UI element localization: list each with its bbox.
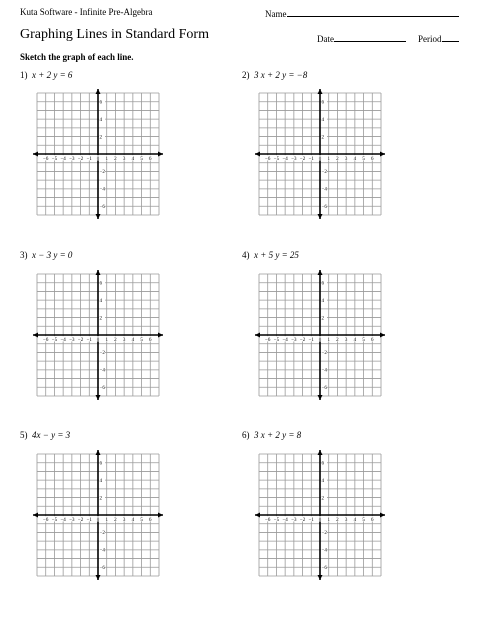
x-axis-arrow-left <box>255 152 260 157</box>
x-axis-arrow-right <box>158 333 163 338</box>
y-tick-label: −4 <box>321 548 327 554</box>
y-tick-label: 2 <box>99 496 102 502</box>
coordinate-grid-2[interactable] <box>255 89 385 224</box>
y-tick-label: 6 <box>321 461 324 467</box>
y-tick-label: −2 <box>99 170 105 176</box>
x-tick-label: −4 <box>60 337 66 343</box>
problem-number: 1) <box>20 70 28 80</box>
y-tick-label: −4 <box>99 368 105 374</box>
x-tick-label: 3 <box>122 517 126 523</box>
x-axis-arrow-right <box>380 152 385 157</box>
y-tick-label: 6 <box>321 281 324 287</box>
y-tick-label: −6 <box>99 566 105 572</box>
y-axis-arrow-down <box>318 395 323 400</box>
x-tick-label: −2 <box>299 156 306 162</box>
x-tick-label: 3 <box>344 156 348 162</box>
x-tick-label: 6 <box>149 517 152 523</box>
page-title: Graphing Lines in Standard Form <box>20 27 209 42</box>
x-tick-label: 6 <box>371 337 374 343</box>
y-tick-label: −6 <box>99 205 105 211</box>
y-tick-label: −6 <box>321 386 327 392</box>
y-tick-label: −2 <box>321 170 327 176</box>
x-tick-label: −5 <box>273 337 280 343</box>
x-tick-label: −4 <box>60 517 66 523</box>
x-tick-label: 5 <box>362 517 365 523</box>
x-tick-label: −3 <box>69 156 75 162</box>
y-tick-label: −6 <box>99 386 105 392</box>
x-tick-label: 1 <box>105 156 108 162</box>
x-tick-label: −2 <box>77 517 84 523</box>
x-tick-label: 2 <box>336 156 339 162</box>
x-tick-label: 0 <box>318 517 322 523</box>
x-axis-arrow-right <box>380 333 385 338</box>
x-tick-label: 4 <box>131 517 135 523</box>
date-blank[interactable] <box>334 32 406 42</box>
problem-number: 2) <box>242 70 250 80</box>
problem-number: 5) <box>20 430 28 440</box>
problem-1-label <box>20 70 72 80</box>
problem-5-label <box>20 430 70 440</box>
source-label: Kuta Software - Infinite Pre-Algebra <box>20 7 153 17</box>
x-tick-label: −6 <box>43 517 49 523</box>
y-axis-arrow-down <box>318 214 323 219</box>
x-tick-label: −3 <box>69 517 75 523</box>
name-blank[interactable] <box>287 7 459 17</box>
x-tick-label: 1 <box>105 517 108 523</box>
problem-number: 6) <box>242 430 250 440</box>
y-tick-label: −2 <box>321 351 327 357</box>
y-tick-label: 2 <box>321 316 324 322</box>
y-tick-label: −2 <box>321 531 327 537</box>
x-tick-label: 2 <box>336 337 339 343</box>
period-field[interactable] <box>418 32 459 44</box>
x-tick-label: −2 <box>299 337 306 343</box>
period-label: Period <box>418 34 442 44</box>
x-tick-label: −4 <box>60 156 66 162</box>
x-axis-arrow-left <box>33 333 38 338</box>
problem-equation: x − 3 y = 0 <box>32 250 73 260</box>
x-tick-label: −6 <box>43 337 49 343</box>
x-tick-label: −5 <box>273 156 280 162</box>
y-axis-arrow-up <box>96 450 101 455</box>
x-tick-label: −6 <box>265 517 271 523</box>
x-tick-label: 2 <box>114 517 117 523</box>
x-tick-label: 4 <box>131 337 135 343</box>
x-axis-arrow-left <box>255 333 260 338</box>
coordinate-grid-5[interactable] <box>33 450 163 585</box>
x-tick-label: 5 <box>140 337 143 343</box>
x-tick-label: −4 <box>282 337 288 343</box>
y-tick-label: 6 <box>99 100 102 106</box>
problem-4-label <box>242 250 299 260</box>
x-tick-label: −5 <box>273 517 280 523</box>
y-axis-arrow-up <box>318 270 323 275</box>
problem-equation: 3 x + 2 y = 8 <box>254 430 302 440</box>
x-tick-label: 0 <box>96 517 100 523</box>
y-tick-label: 6 <box>99 281 102 287</box>
x-tick-label: 1 <box>105 337 108 343</box>
x-tick-label: 1 <box>327 517 330 523</box>
x-axis-arrow-right <box>158 513 163 518</box>
x-tick-label: 5 <box>362 337 365 343</box>
y-tick-label: 4 <box>321 117 324 123</box>
y-axis-arrow-up <box>318 450 323 455</box>
coordinate-grid-4[interactable] <box>255 270 385 405</box>
problem-number: 3) <box>20 250 28 260</box>
y-axis-arrow-down <box>96 214 101 219</box>
x-tick-label: −1 <box>86 156 92 162</box>
x-tick-label: −5 <box>51 517 58 523</box>
instructions: Sketch the graph of each line. <box>20 52 134 62</box>
problem-3-label <box>20 250 72 260</box>
problem-6-label <box>242 430 301 440</box>
name-label: Name <box>265 9 287 19</box>
x-tick-label: 4 <box>353 156 357 162</box>
x-tick-label: 5 <box>140 517 143 523</box>
x-tick-label: −4 <box>282 156 288 162</box>
x-tick-label: 6 <box>371 156 374 162</box>
x-tick-label: −3 <box>291 156 297 162</box>
x-tick-label: 6 <box>149 156 152 162</box>
x-tick-label: −3 <box>291 337 297 343</box>
x-axis-arrow-right <box>380 513 385 518</box>
x-tick-label: 2 <box>114 337 117 343</box>
y-tick-label: 2 <box>321 496 324 502</box>
period-blank[interactable] <box>442 32 459 42</box>
x-tick-label: −5 <box>51 156 58 162</box>
x-tick-label: −1 <box>308 156 314 162</box>
y-tick-label: 2 <box>321 135 324 141</box>
date-label: Date <box>317 34 334 44</box>
problem-equation: 3 x + 2 y = −8 <box>254 70 308 80</box>
y-tick-label: −4 <box>321 187 327 193</box>
x-tick-label: 5 <box>362 156 365 162</box>
x-tick-label: −6 <box>265 156 271 162</box>
coordinate-grid-6[interactable] <box>255 450 385 585</box>
x-axis-arrow-left <box>33 152 38 157</box>
x-tick-label: 6 <box>149 337 152 343</box>
x-tick-label: 4 <box>131 156 135 162</box>
x-tick-label: −5 <box>51 337 58 343</box>
x-tick-label: 2 <box>336 517 339 523</box>
x-tick-label: 5 <box>140 156 143 162</box>
y-tick-label: −2 <box>99 531 105 537</box>
x-tick-label: −3 <box>69 337 75 343</box>
x-tick-label: 0 <box>96 337 100 343</box>
x-tick-label: 0 <box>318 337 322 343</box>
x-tick-label: 0 <box>96 156 100 162</box>
coordinate-grid-3[interactable] <box>33 270 163 405</box>
problem-equation: x + 2 y = 6 <box>32 70 73 80</box>
x-tick-label: −6 <box>265 337 271 343</box>
x-tick-label: −6 <box>43 156 49 162</box>
x-tick-label: 4 <box>353 337 357 343</box>
x-tick-label: −2 <box>77 156 84 162</box>
y-tick-label: −2 <box>99 351 105 357</box>
problem-number: 4) <box>242 250 250 260</box>
x-tick-label: −1 <box>86 337 92 343</box>
y-tick-label: −4 <box>99 548 105 554</box>
x-tick-label: −2 <box>299 517 306 523</box>
x-tick-label: 3 <box>344 517 348 523</box>
y-tick-label: 2 <box>99 316 102 322</box>
y-axis-arrow-up <box>96 89 101 94</box>
x-tick-label: −2 <box>77 337 84 343</box>
y-tick-label: −4 <box>321 368 327 374</box>
x-axis-arrow-left <box>255 513 260 518</box>
y-tick-label: 6 <box>99 461 102 467</box>
x-tick-label: 2 <box>114 156 117 162</box>
y-axis-arrow-down <box>96 395 101 400</box>
x-tick-label: 0 <box>318 156 322 162</box>
y-axis-arrow-down <box>96 575 101 580</box>
x-tick-label: −1 <box>86 517 92 523</box>
x-tick-label: 6 <box>371 517 374 523</box>
x-tick-label: −1 <box>308 517 314 523</box>
y-tick-label: 2 <box>99 135 102 141</box>
y-axis-arrow-up <box>318 89 323 94</box>
x-tick-label: −1 <box>308 337 314 343</box>
x-tick-label: −4 <box>282 517 288 523</box>
problem-equation: x + 5 y = 25 <box>254 250 299 260</box>
y-tick-label: 4 <box>321 478 324 484</box>
y-tick-label: 4 <box>99 117 102 123</box>
x-tick-label: 4 <box>353 517 357 523</box>
x-tick-label: 1 <box>327 337 330 343</box>
x-axis-arrow-right <box>158 152 163 157</box>
y-tick-label: 4 <box>99 478 102 484</box>
y-tick-label: 4 <box>99 298 102 304</box>
x-tick-label: 1 <box>327 156 330 162</box>
y-tick-label: −6 <box>321 205 327 211</box>
y-tick-label: −6 <box>321 566 327 572</box>
date-field[interactable] <box>317 32 406 44</box>
x-tick-label: 3 <box>344 337 348 343</box>
name-field[interactable] <box>265 7 459 19</box>
x-tick-label: 3 <box>122 156 126 162</box>
problem-2-label <box>242 70 307 80</box>
x-axis-arrow-left <box>33 513 38 518</box>
problem-equation: 4x − y = 3 <box>32 430 71 440</box>
x-tick-label: 3 <box>122 337 126 343</box>
y-axis-arrow-down <box>318 575 323 580</box>
coordinate-grid-1[interactable] <box>33 89 163 224</box>
y-tick-label: 4 <box>321 298 324 304</box>
x-tick-label: −3 <box>291 517 297 523</box>
y-axis-arrow-up <box>96 270 101 275</box>
y-tick-label: 6 <box>321 100 324 106</box>
y-tick-label: −4 <box>99 187 105 193</box>
